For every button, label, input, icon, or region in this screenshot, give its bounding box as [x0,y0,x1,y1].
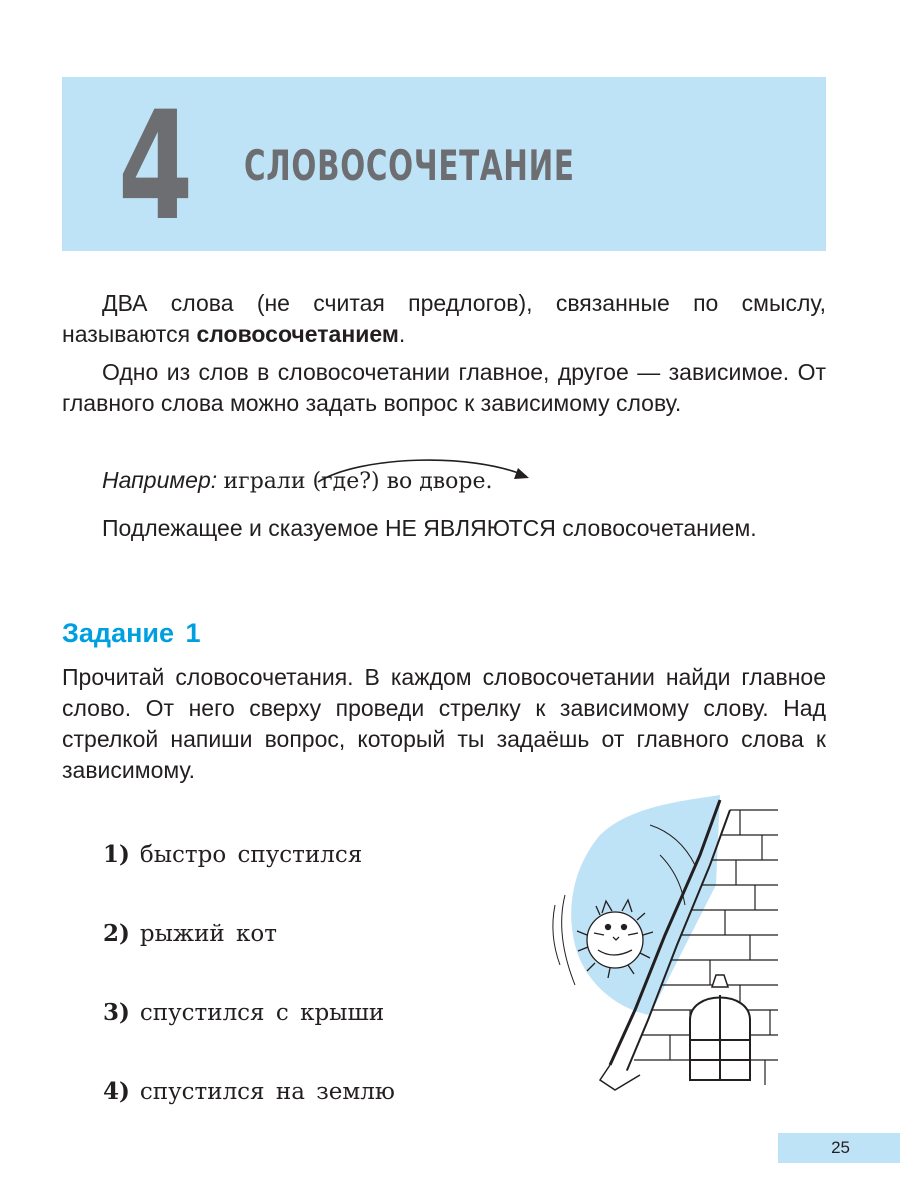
note-paragraph [62,513,826,544]
example-phrase: играли (где?) во дворе. [223,469,493,494]
item-text: рыжий кот [139,921,277,947]
cat-on-roof-illustration [540,795,780,1105]
item-number: 2) [103,920,130,947]
definition-text: ДВА слова (не считая предлогов), связанные по смыслу, называются [62,290,826,347]
item-number: 1) [103,841,130,868]
example-arrow [300,448,540,488]
chapter-title: СЛОВОСОЧЕТАНИЕ [244,141,575,190]
list-item [103,919,277,949]
note-text: Подлежащее и сказуемое НЕ ЯВЛЯЮТСЯ словосочетанием. [102,515,757,541]
list-item [103,1077,395,1107]
task-instructions: Прочитай словосочетания. В каждом словосочетании найди главное слово. От него сверху проведи стрелку к зависимому слову. Над стрелкой напиши вопрос, который ты задаёшь от главного слова к зависимому. [62,664,826,783]
list-item [103,998,384,1028]
example-lead: Например: [102,467,218,493]
chapter-number: 4 [118,80,191,254]
list-item [103,840,362,870]
definition-term: словосочетанием [196,321,399,347]
item-number: 4) [103,1078,130,1105]
item-text: быстро спустился [139,842,363,868]
page-number: 25 [831,1138,850,1157]
definition-end: . [398,321,406,347]
item-text: спустился на землю [139,1079,395,1105]
definition-paragraph [62,288,826,350]
explanation-text: Одно из слов в словосочетании главное, другое — зависимое. От главного слова можно задать вопрос к зависимому слову. [62,359,826,416]
item-number: 3) [103,999,130,1026]
task-title: Задание 1 [62,618,201,648]
item-text: спустился с крыши [139,1000,385,1026]
explanation-paragraph [62,357,826,419]
